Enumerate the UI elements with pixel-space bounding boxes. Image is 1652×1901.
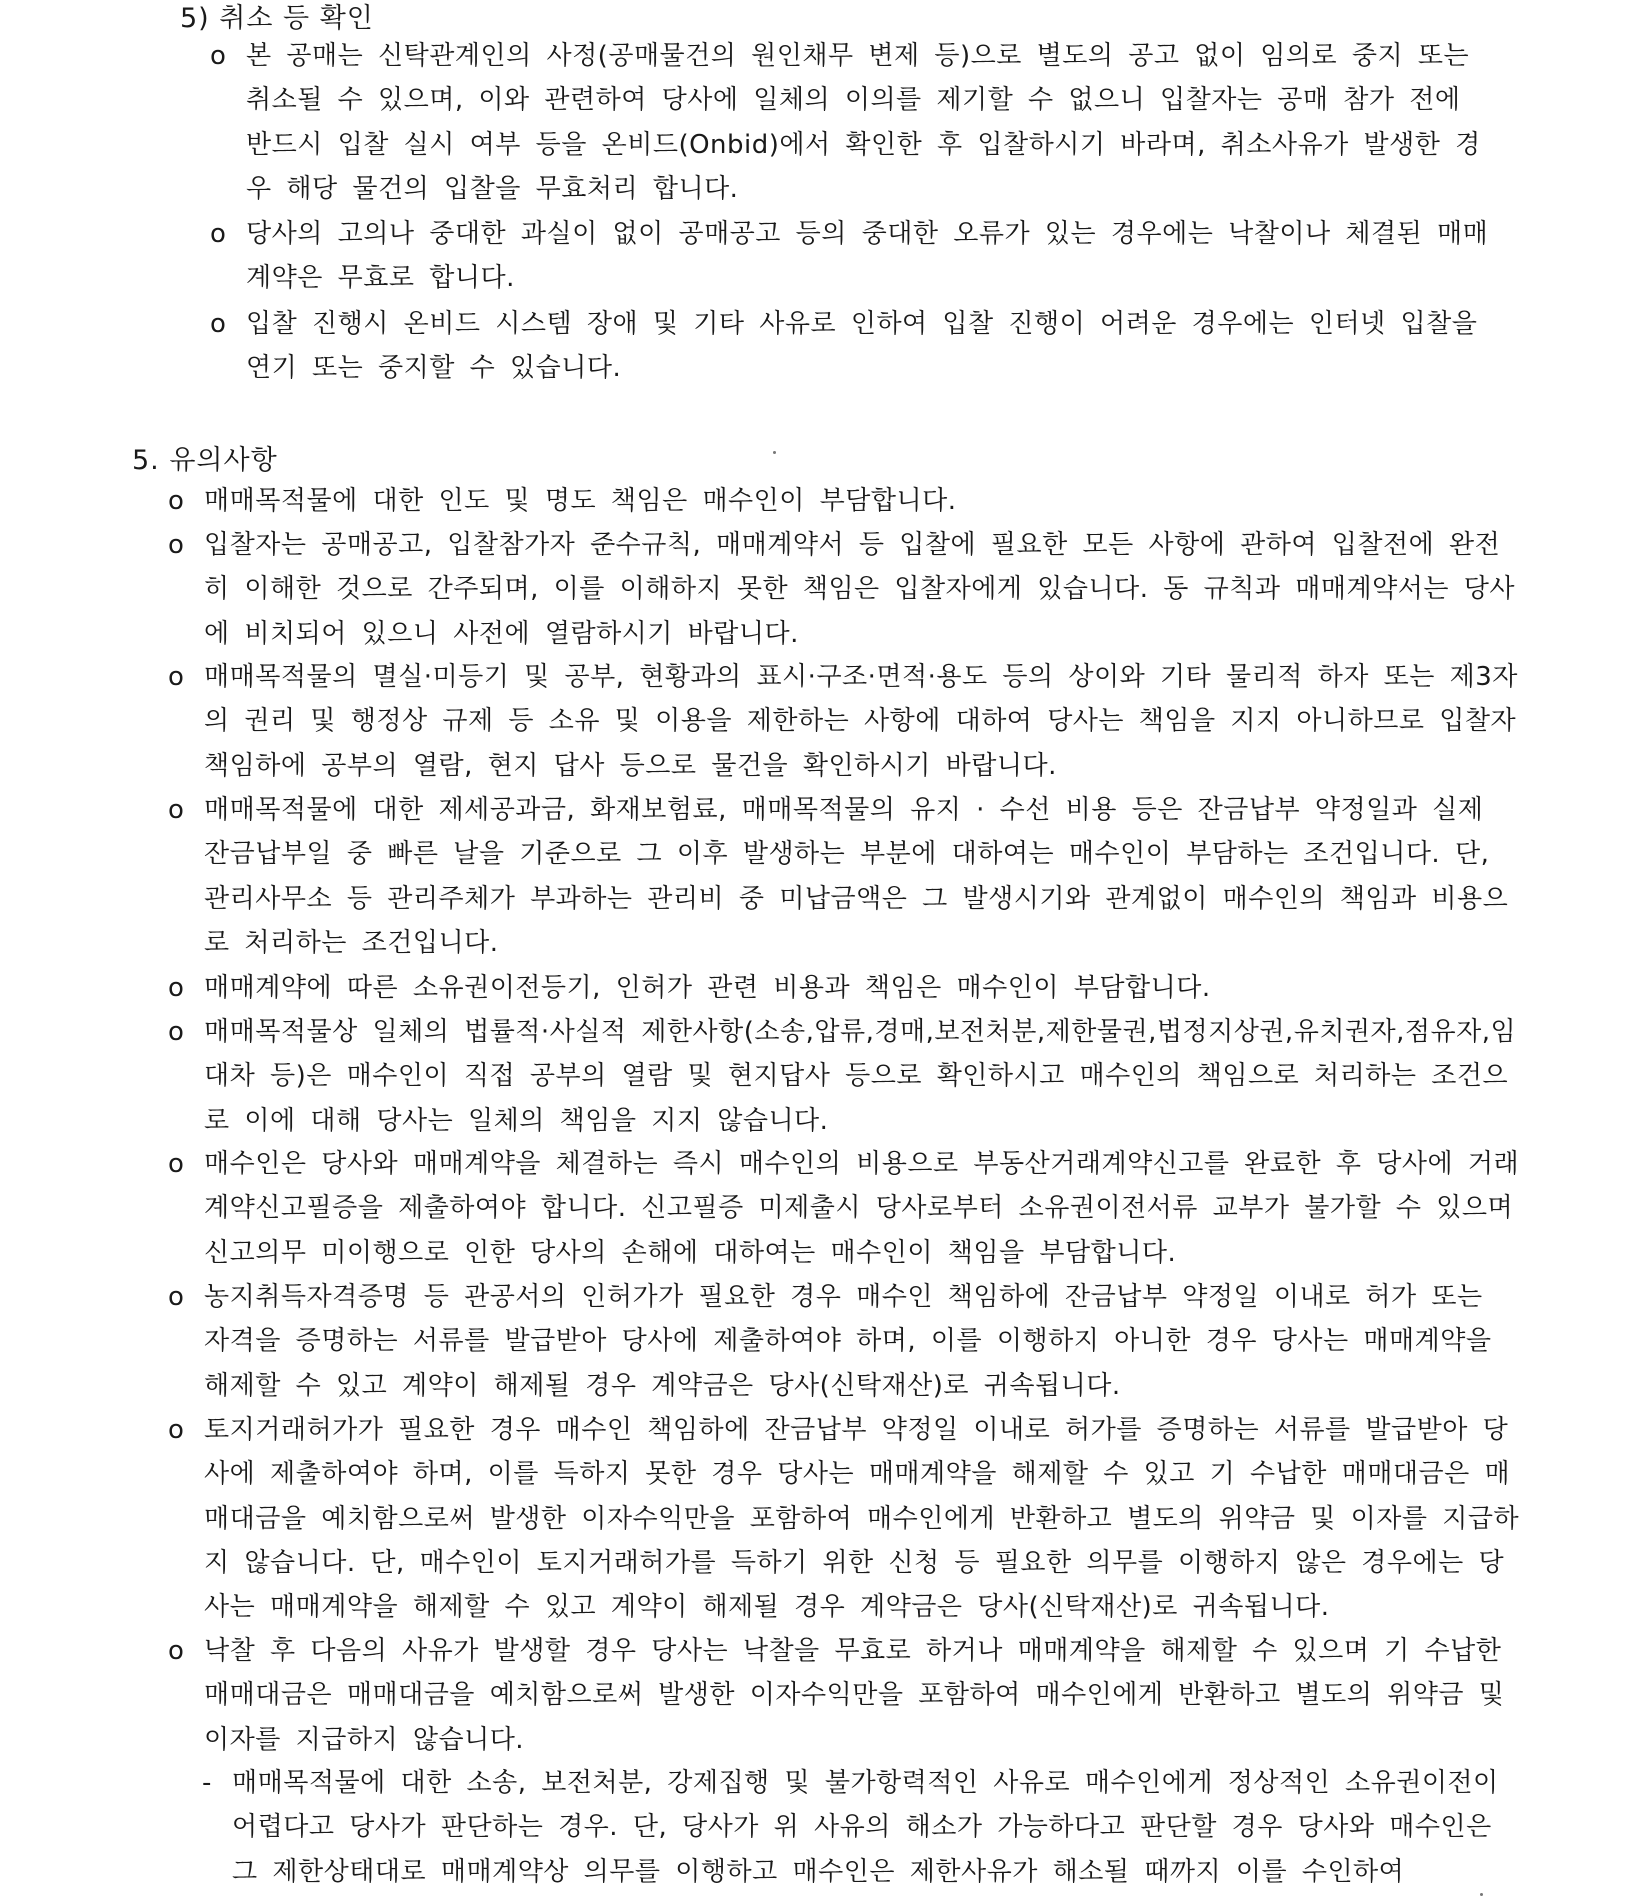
list-item-text: 낙찰 후 다음의 사유가 발생할 경우 당사는 낙찰을 무효로 하거나 매매계약을 해제할 수 있으며 기 수납한 매매대금은 매매대금을 예치함으로써 발생한 이자수익만을 포함하여 매수인에게 반환하고 별도의 위약금 및 이자를 지급하지 않습니다. — [204, 1636, 1505, 1755]
list-item — [168, 1142, 1520, 1275]
sub-list-item — [202, 1761, 1520, 1894]
list-item — [168, 655, 1520, 788]
bullet-marker: o — [168, 1415, 185, 1445]
bullet-marker: o — [168, 795, 185, 825]
section-title: 5. 유의사항 — [132, 445, 278, 476]
list-item-text: 매매목적물의 멸실·미등기 및 공부, 현황과의 표시·구조·면적·용도 등의 상이와 기타 물리적 하자 또는 제3자의 권리 및 행정상 규제 등 소유 및 이용을 제한하는 사항에 대하여 당사는 책임을 지지 아니하므로 입찰자 책임하에 공부의 열람, 현지 답사 등으로 물건을 확인하시기 바랍니다. — [204, 662, 1518, 781]
bullet-marker: o — [168, 530, 185, 560]
bullet-marker: o — [210, 219, 227, 249]
list-item — [210, 212, 1500, 301]
list-item — [168, 1629, 1520, 1762]
bullet-marker: o — [168, 662, 185, 692]
list-item-text: 매수인은 당사와 매매계약을 체결하는 즉시 매수인의 비용으로 부동산거래계약신고를 완료한 후 당사에 거래계약신고필증을 제출하여야 합니다. 신고필증 미제출시 당사로부터 소유권이전서류 교부가 불가할 수 있으며 신고의무 미이행으로 인한 당사의 손해에 대하여는 매수인이 책임을 부담합니다. — [204, 1149, 1520, 1268]
bullet-marker: o — [210, 309, 227, 339]
list-item — [210, 34, 1500, 211]
list-item — [168, 1408, 1520, 1629]
scan-speck — [1480, 1893, 1483, 1896]
bullet-marker: o — [210, 41, 227, 71]
subsection-title: 5) 취소 등 확인 — [180, 3, 374, 34]
list-item-text: 매매목적물에 대한 인도 및 명도 책임은 매수인이 부담합니다. — [204, 486, 957, 516]
list-item — [168, 479, 1520, 523]
list-item-text: 농지취득자격증명 등 관공서의 인허가가 필요한 경우 매수인 책임하에 잔금납부 약정일 이내로 허가 또는 자격을 증명하는 서류를 발급받아 당사에 제출하여야 하며, 이를 이행하지 아니한 경우 당사는 매매계약을 해제할 수 있고 계약이 해제될 경우 계약금은 당사(신탁재산)로 귀속됩니다. — [204, 1282, 1492, 1401]
list-item — [168, 966, 1520, 1010]
list-item-text: 토지거래허가가 필요한 경우 매수인 책임하에 잔금납부 약정일 이내로 허가를 증명하는 서류를 발급받아 당사에 제출하여야 하며, 이를 득하지 못한 경우 당사는 매매계약을 해제할 수 있고 기 수납한 매매대금은 매매대금을 예치함으로써 발생한 이자수익만을 포함하여 매수인에게 반환하고 별도의 위약금 및 이자를 지급하지 않습니다. 단, 매수인이 토지거래허가를 득하기 위한 신청 등 필요한 의무를 이행하지 않은 경우에는 당사는 매매계약을 해제할 수 있고 계약이 해제될 경우 계약금은 당사(신탁재산)로 귀속됩니다. — [204, 1415, 1520, 1623]
bullet-marker: o — [168, 973, 185, 1003]
list-item — [168, 1275, 1520, 1408]
list-item-text: 매매목적물상 일체의 법률적·사실적 제한사항(소송,압류,경매,보전처분,제한물권,법정지상권,유치권자,점유자,임대차 등)은 매수인이 직접 공부의 열람 및 현지답사 등으로 확인하시고 매수인의 책임으로 처리하는 조건으로 이에 대해 당사는 일체의 책임을 지지 않습니다. — [204, 1017, 1517, 1136]
list-item — [168, 788, 1520, 965]
list-item — [168, 1010, 1520, 1143]
bullet-marker: o — [168, 1636, 185, 1666]
list-item — [168, 523, 1520, 656]
bullet-marker: o — [168, 1149, 185, 1179]
list-item-text: 입찰 진행시 온비드 시스템 장애 및 기타 사유로 인하여 입찰 진행이 어려운 경우에는 인터넷 입찰을 연기 또는 중지할 수 있습니다. — [246, 309, 1478, 384]
list-item-text: 당사의 고의나 중대한 과실이 없이 공매공고 등의 중대한 오류가 있는 경우에는 낙찰이나 체결된 매매계약은 무효로 합니다. — [246, 219, 1489, 294]
bullet-marker: o — [168, 486, 185, 516]
list-item — [210, 302, 1500, 391]
list-item-text: 매매목적물에 대한 제세공과금, 화재보험료, 매매목적물의 유지 · 수선 비용 등은 잔금납부 약정일과 실제 잔금납부일 중 빠른 날을 기준으로 그 이후 발생하는 부분에 대하여는 매수인이 부담하는 조건입니다. 단, 관리사무소 등 관리주체가 부과하는 관리비 중 미납금액은 그 발생시기와 관계없이 매수인의 책임과 비용으로 처리하는 조건입니다. — [204, 795, 1509, 958]
scan-speck — [773, 451, 776, 454]
bullet-marker: o — [168, 1282, 185, 1312]
list-item-text: 매매계약에 따른 소유권이전등기, 인허가 관련 비용과 책임은 매수인이 부담합니다. — [204, 973, 1211, 1003]
bullet-marker: o — [168, 1017, 185, 1047]
list-item-text: 입찰자는 공매공고, 입찰참가자 준수규칙, 매매계약서 등 입찰에 필요한 모든 사항에 관하여 입찰전에 완전히 이해한 것으로 간주되며, 이를 이해하지 못한 책임은 입찰자에게 있습니다. 동 규칙과 매매계약서는 당사에 비치되어 있으니 사전에 열람하시기 바랍니다. — [204, 530, 1515, 649]
sub-list-item-text: 매매목적물에 대한 소송, 보전처분, 강제집행 및 불가항력적인 사유로 매수인에게 정상적인 소유권이전이 어렵다고 당사가 판단하는 경우. 단, 당사가 위 사유의 해소가 가능하다고 판단할 경우 당사와 매수인은 그 제한상태대로 매매계약상 의무를 이행하고 매수인은 제한사유가 해소될 때까지 이를 수인하여 — [232, 1768, 1499, 1887]
list-item-text: 본 공매는 신탁관계인의 사정(공매물건의 원인채무 변제 등)으로 별도의 공고 없이 임의로 중지 또는 취소될 수 있으며, 이와 관련하여 당사에 일체의 이의를 제기할 수 없으니 입찰자는 공매 참가 전에 반드시 입찰 실시 여부 등을 온비드(Onbid)에서 확인한 후 입찰하시기 바라며, 취소사유가 발생한 경우 해당 물건의 입찰을 무효처리 합니다. — [246, 41, 1481, 204]
dash-marker: - — [202, 1768, 212, 1798]
